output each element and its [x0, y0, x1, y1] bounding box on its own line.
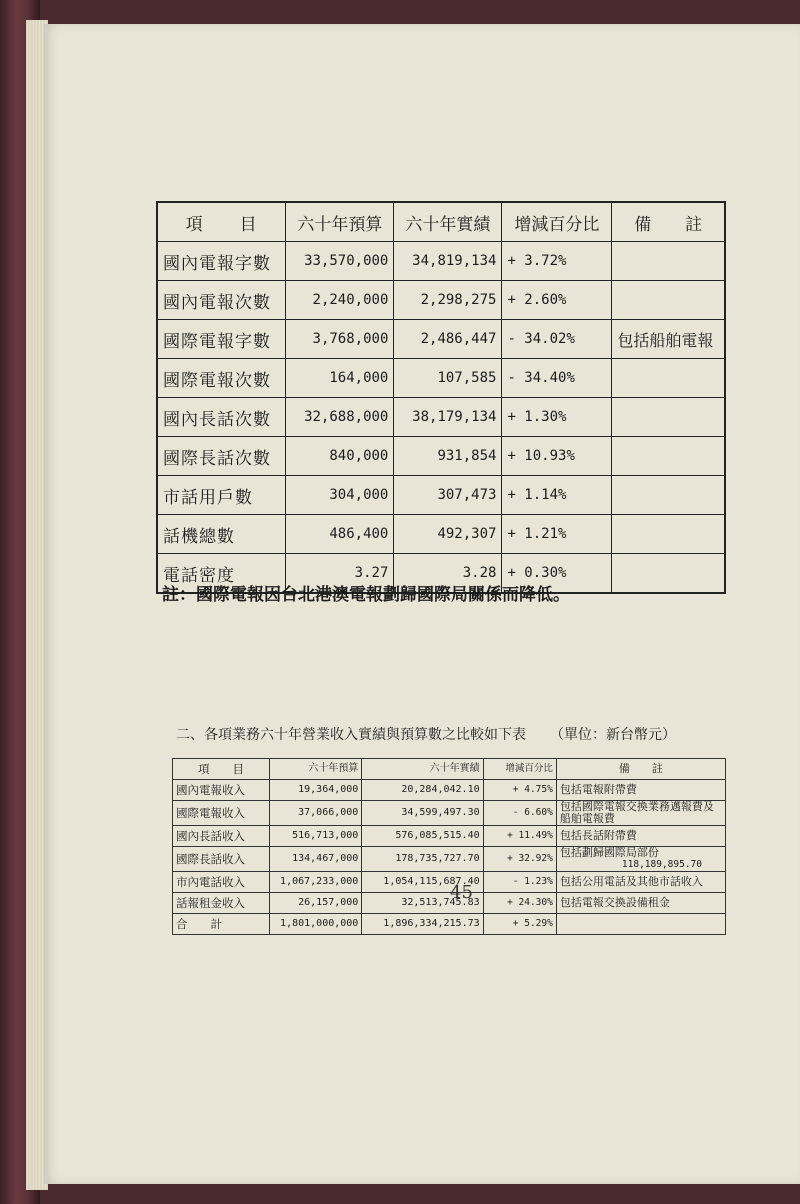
row-note-text: 包括長話附帶費 — [559, 829, 637, 842]
row-note — [612, 476, 725, 515]
row-percent: - 34.40% — [502, 359, 612, 398]
row-note — [612, 359, 725, 398]
row-budget: 19,364,000 — [270, 780, 362, 801]
row-budget: 37,066,000 — [270, 801, 362, 826]
table2-title: 二、各項業務六十年營業收入實績與預算數之比較如下表 — [176, 727, 526, 743]
table-row — [157, 242, 725, 281]
header-item: 項 目 — [173, 759, 270, 780]
row-item: 國際長話次數 — [157, 437, 286, 476]
row-percent: + 5.29% — [483, 914, 556, 935]
row-actual: 1,896,334,215.73 — [362, 914, 483, 935]
table-row — [157, 515, 725, 554]
table2-caption — [176, 724, 676, 744]
row-actual: 34,599,497.30 — [362, 801, 483, 826]
table-header-row — [157, 202, 725, 242]
row-note-text: 包括電報交換設備租金 — [559, 896, 670, 909]
table-row — [173, 847, 726, 872]
table-row — [173, 893, 726, 914]
table-row — [173, 826, 726, 847]
row-percent: + 32.92% — [483, 847, 556, 872]
row-percent: + 24.30% — [483, 893, 556, 914]
row-item: 國內長話收入 — [173, 826, 270, 847]
row-item: 國際電報字數 — [157, 320, 286, 359]
row-budget: 32,688,000 — [286, 398, 394, 437]
row-percent: - 6.60% — [483, 801, 556, 826]
row-percent: + 0.30% — [502, 554, 612, 594]
header-note: 備 註 — [556, 759, 725, 780]
table-header-row — [173, 759, 726, 780]
row-item: 市內電話收入 — [173, 872, 270, 893]
row-budget: 134,467,000 — [270, 847, 362, 872]
row-percent: + 1.21% — [502, 515, 612, 554]
row-item: 國內電報字數 — [157, 242, 286, 281]
row-item: 電話密度 — [157, 554, 286, 594]
row-note — [556, 872, 725, 893]
row-budget: 3,768,000 — [286, 320, 394, 359]
row-note — [556, 893, 725, 914]
row-actual: 492,307 — [394, 515, 502, 554]
row-percent: - 34.02% — [502, 320, 612, 359]
row-item: 國際電報次數 — [157, 359, 286, 398]
row-budget: 26,157,000 — [270, 893, 362, 914]
table-row — [157, 281, 725, 320]
revenue-table — [172, 758, 726, 935]
header-percent: 增減百分比 — [483, 759, 556, 780]
page-number: 45 — [450, 882, 473, 903]
header-note: 備 註 — [612, 202, 725, 242]
row-note — [612, 515, 725, 554]
row-budget: 1,801,000,000 — [270, 914, 362, 935]
header-actual: 六十年實績 — [394, 202, 502, 242]
row-item: 話機總數 — [157, 515, 286, 554]
table-footnote: 註：國際電報因台北港澳電報劃歸國際局關係而降低。 — [162, 585, 570, 605]
row-actual: 178,735,727.70 — [362, 847, 483, 872]
row-budget: 516,713,000 — [270, 826, 362, 847]
row-actual: 931,854 — [394, 437, 502, 476]
row-note — [556, 826, 725, 847]
row-item: 國內電報次數 — [157, 281, 286, 320]
row-note — [612, 281, 725, 320]
header-actual: 六十年實績 — [362, 759, 483, 780]
row-budget: 3.27 — [286, 554, 394, 594]
row-note-text: 包括劃歸國際局部份 — [559, 846, 659, 859]
row-actual: 20,284,042.10 — [362, 780, 483, 801]
row-note: 包括船舶電報 — [612, 320, 725, 359]
row-note-amount: 118,189,895.70 — [621, 859, 702, 870]
row-actual: 1,054,115,687.40 — [362, 872, 483, 893]
row-budget: 2,240,000 — [286, 281, 394, 320]
table-row — [157, 398, 725, 437]
book-page — [44, 24, 800, 1184]
row-actual: 2,298,275 — [394, 281, 502, 320]
table-row — [173, 780, 726, 801]
table-row — [157, 320, 725, 359]
row-item: 國際電報收入 — [173, 801, 270, 826]
row-percent: + 3.72% — [502, 242, 612, 281]
row-budget: 840,000 — [286, 437, 394, 476]
row-note — [556, 801, 725, 826]
table-row — [173, 801, 726, 826]
row-percent: + 10.93% — [502, 437, 612, 476]
row-note — [612, 437, 725, 476]
row-percent: + 1.14% — [502, 476, 612, 515]
row-note — [612, 242, 725, 281]
table-row — [157, 359, 725, 398]
header-item: 項 目 — [157, 202, 286, 242]
row-item: 市話用戶數 — [157, 476, 286, 515]
row-note — [556, 847, 725, 872]
row-budget: 164,000 — [286, 359, 394, 398]
row-percent: + 4.75% — [483, 780, 556, 801]
row-budget: 33,570,000 — [286, 242, 394, 281]
row-actual: 2,486,447 — [394, 320, 502, 359]
row-actual: 307,473 — [394, 476, 502, 515]
header-budget: 六十年預算 — [286, 202, 394, 242]
table-total-row — [173, 914, 726, 935]
header-percent: 增減百分比 — [502, 202, 612, 242]
row-actual: 576,085,515.40 — [362, 826, 483, 847]
row-actual: 34,819,134 — [394, 242, 502, 281]
row-item: 合 計 — [173, 914, 270, 935]
table-row — [157, 476, 725, 515]
row-percent: + 11.49% — [483, 826, 556, 847]
row-note — [612, 554, 725, 594]
row-budget: 1,067,233,000 — [270, 872, 362, 893]
row-actual: 38,179,134 — [394, 398, 502, 437]
row-item: 國內電報收入 — [173, 780, 270, 801]
table-row — [157, 437, 725, 476]
row-note-text: 包括國際電報交換業務邁報費及船舶電報費 — [559, 800, 714, 825]
row-percent: + 1.30% — [502, 398, 612, 437]
row-budget: 486,400 — [286, 515, 394, 554]
header-budget: 六十年預算 — [270, 759, 362, 780]
row-note-text: 包括公用電話及其他市話收入 — [559, 875, 703, 888]
statistics-table — [156, 201, 726, 594]
row-note — [556, 914, 725, 935]
row-actual: 107,585 — [394, 359, 502, 398]
row-actual: 32,513,745.83 — [362, 893, 483, 914]
table2-unit: （單位：新台幣元） — [550, 727, 676, 743]
row-note — [612, 398, 725, 437]
row-percent: - 1.23% — [483, 872, 556, 893]
row-note — [556, 780, 725, 801]
row-item: 話報租金收入 — [173, 893, 270, 914]
row-actual: 3.28 — [394, 554, 502, 594]
row-note-text: 包括電報附帶費 — [559, 783, 637, 796]
row-item: 國際長話收入 — [173, 847, 270, 872]
row-item: 國內長話次數 — [157, 398, 286, 437]
row-budget: 304,000 — [286, 476, 394, 515]
table-row — [173, 872, 726, 893]
row-percent: + 2.60% — [502, 281, 612, 320]
